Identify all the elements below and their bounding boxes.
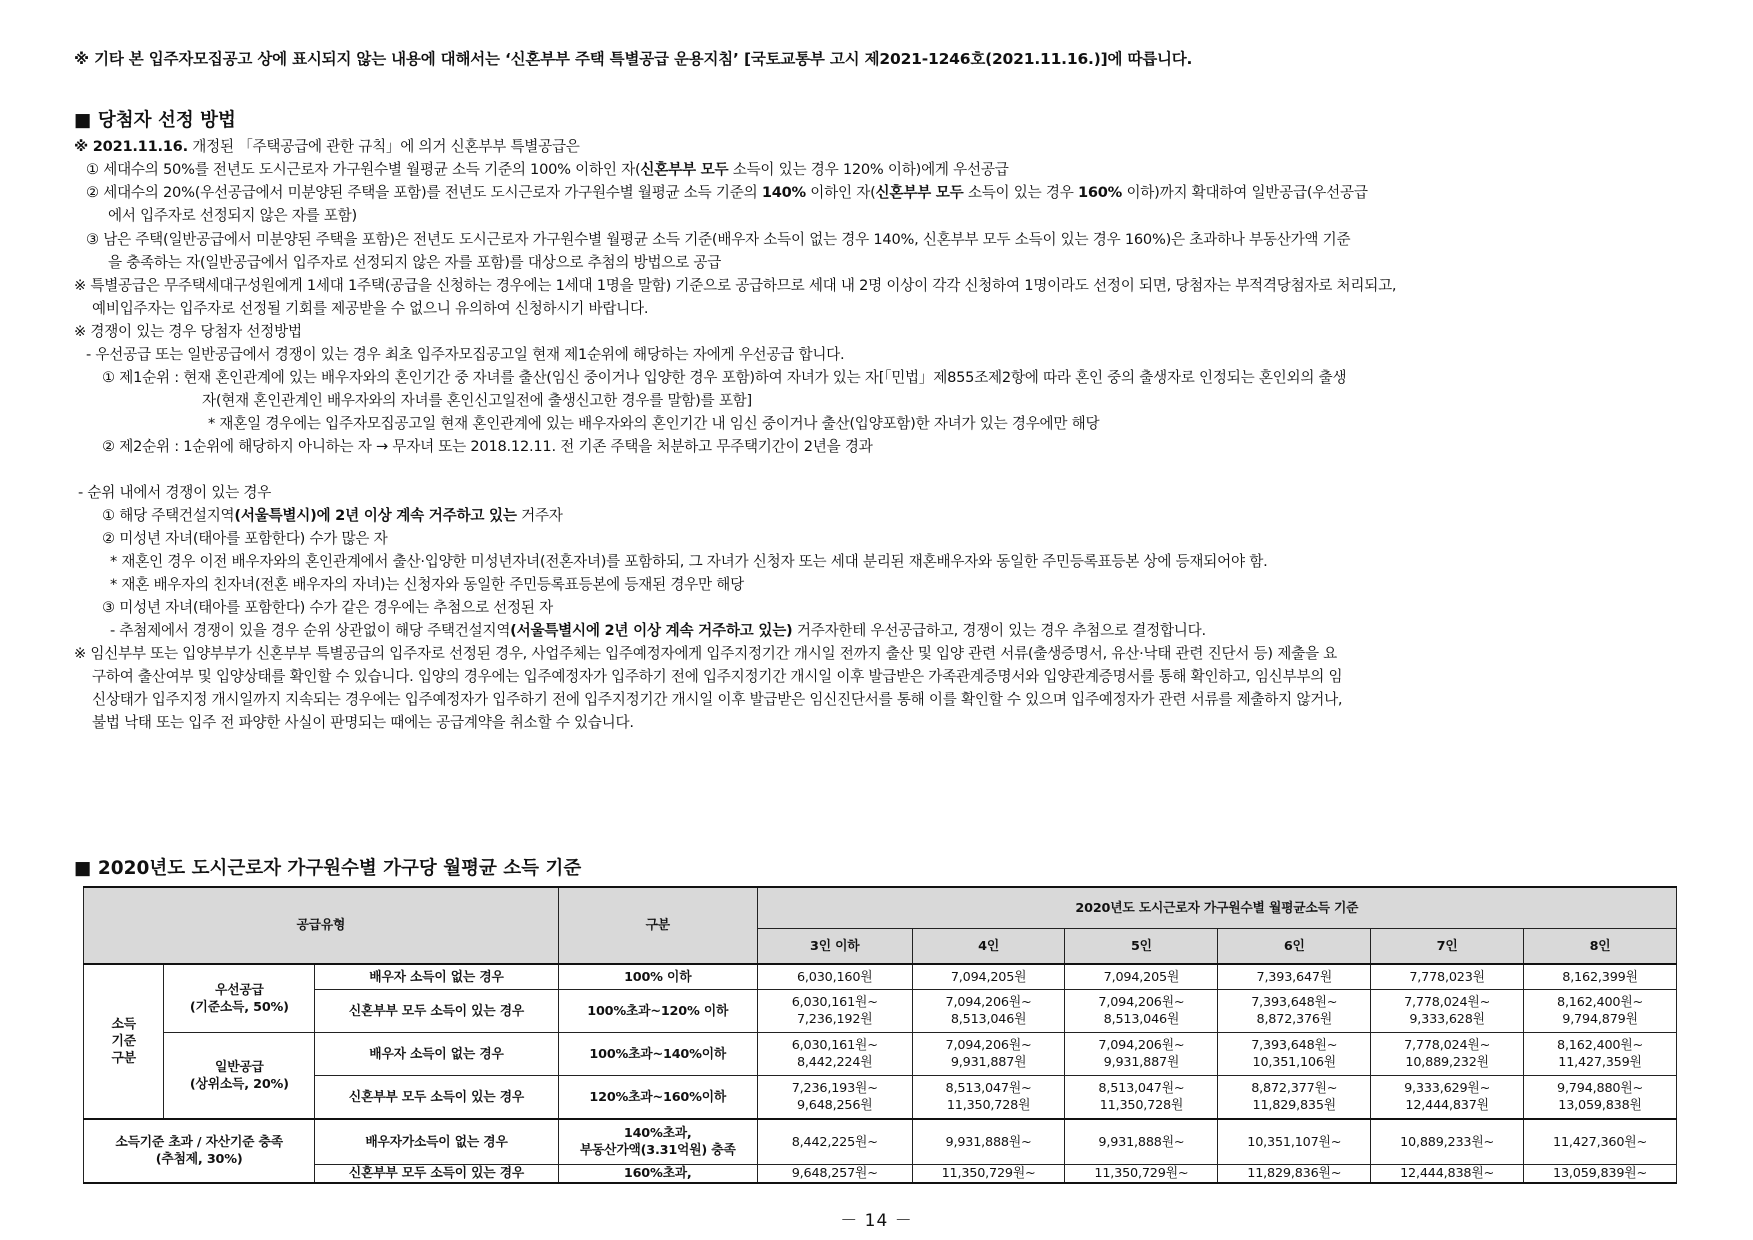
income-cell: 7,094,206원~ 9,931,887원: [912, 1033, 1065, 1076]
case-label: 배우자 소득이 없는 경우: [315, 1033, 558, 1076]
income-cell: 7,778,024원~ 9,333,628원: [1371, 990, 1524, 1033]
income-cell: 10,351,107원~: [1218, 1119, 1371, 1165]
table-row: [84, 964, 1677, 990]
general-supply-label: 일반공급 (상위소득, 20%): [164, 1033, 315, 1120]
income-cell: 8,162,400원~ 11,427,359원: [1524, 1033, 1677, 1076]
header-household-size: 8인: [1524, 929, 1677, 965]
text-line: 에서 입주자로 선정되지 않은 자를 포함): [108, 207, 357, 224]
text-line: ③ 미성년 자녀(태아를 포함한다) 수가 같은 경우에는 추첨으로 선정된 자: [102, 599, 553, 616]
text-line: ① 해당 주택건설지역(서울특별시)에 2년 이상 계속 거주하고 있는 거주자: [102, 507, 563, 524]
text-line: ※ 특별공급은 무주택세대구성원에게 1세대 1주택(공급을 신청하는 경우에는 1세대 1명을 말함) 기준으로 공급하므로 세대 내 2명 이상이 각각 신청하여 1명이라도 선정이 되면, 당첨자는 부적격당첨자로 처리되고,: [74, 277, 1397, 294]
header-household-size: 7인: [1371, 929, 1524, 965]
header-category: 구분: [558, 887, 757, 964]
text-line: 신상태가 입주지정 개시일까지 지속되는 경우에는 입주예정자가 입주하기 전에 입주지정기간 개시일 이후 발급받은 임신진단서를 통해 이를 확인할 수 있으며 입주예정자가 관련 서류를 제출하지 않거나,: [92, 691, 1343, 708]
text-line: ① 제1순위 : 현재 혼인관계에 있는 배우자와의 혼인기간 중 자녀를 출산(임신 중이거나 입양한 경우 포함)하여 자녀가 있는 자[「민법」제855조제2항에 따라 혼인 중의 출생자로 인정되는 혼인외의 출생: [102, 369, 1347, 386]
income-cell: 9,648,257원~: [757, 1165, 912, 1184]
text-line: - 우선공급 또는 일반공급에서 경쟁이 있는 경우 최초 입주자모집공고일 현재 제1순위에 해당하는 자에게 우선공급 합니다.: [86, 346, 845, 363]
income-group-label: 소득 기준 구분: [84, 964, 164, 1119]
priority-supply-label: 우선공급 (기준소득, 50%): [164, 964, 315, 1033]
text-line: - 추첨제에서 경쟁이 있을 경우 순위 상관없이 해당 주택건설지역(서울특별시에 2년 이상 계속 거주하고 있는) 거주자한테 우선공급하고, 경쟁이 있는 경우 추첨으로 결정합니다.: [110, 622, 1206, 639]
income-cell: 9,931,888원~: [912, 1119, 1065, 1165]
text-line: ② 세대수의 20%(우선공급에서 미분양된 주택을 포함)를 전년도 도시근로자 가구원수별 월평균 소득 기준의 140% 이하인 자(신혼부부 모두 소득이 있는 경우 160% 이하)까지 확대하여 일반공급(우선공급: [86, 184, 1368, 201]
text-line: ② 미성년 자녀(태아를 포함한다) 수가 많은 자: [102, 530, 388, 547]
case-label: 배우자 소득이 없는 경우: [315, 964, 558, 990]
text-line: ※ 2021.11.16. 개정된 「주택공급에 관한 규칙」에 의거 신혼부부 특별공급은: [74, 138, 580, 155]
income-cell: 7,778,024원~ 10,889,232원: [1371, 1033, 1524, 1076]
income-cell: 8,442,225원~: [757, 1119, 912, 1165]
income-cell: 7,778,023원: [1371, 964, 1524, 990]
header-income-standard: 2020년도 도시근로자 가구원수별 월평균소득 기준: [757, 887, 1676, 929]
table-row: [84, 990, 1677, 1033]
header-household-size: 6인: [1218, 929, 1371, 965]
income-cell: 7,393,648원~ 10,351,106원: [1218, 1033, 1371, 1076]
case-label: 신혼부부 모두 소득이 있는 경우: [315, 990, 558, 1033]
text-line: 불법 낙태 또는 입주 전 파양한 사실이 판명되는 때에는 공급계약을 취소할 수 있습니다.: [92, 714, 634, 731]
case-label: 배우자가소득이 없는 경우: [315, 1119, 558, 1165]
income-cell: 7,094,206원~ 8,513,046원: [912, 990, 1065, 1033]
income-cell: 8,872,377원~ 11,829,835원: [1218, 1076, 1371, 1120]
text-line: * 재혼 배우자의 친자녀(전혼 배우자의 자녀)는 신청자와 동일한 주민등록표등본에 등재된 경우만 해당: [110, 576, 744, 593]
range-label: 160%초과,: [558, 1165, 757, 1184]
section-title-winner-selection: ■ 당첨자 선정 방법: [74, 110, 236, 131]
range-label: 100% 이하: [558, 964, 757, 990]
table-row: [84, 1119, 1677, 1165]
table-row: [84, 1076, 1677, 1120]
table-row: [84, 1033, 1677, 1076]
header-household-size: 3인 이하: [757, 929, 912, 965]
text-line: 자(현재 혼인관계인 배우자와의 자녀를 혼인신고일전에 출생신고한 경우를 말함)를 포함]: [202, 392, 752, 409]
income-cell: 6,030,161원~ 7,236,192원: [757, 990, 912, 1033]
income-cell: 7,393,647원: [1218, 964, 1371, 990]
text-line: * 재혼일 경우에는 입주자모집공고일 현재 혼인관계에 있는 배우자와의 혼인기간 내 임신 중이거나 출산(입양포함)한 자녀가 있는 경우에만 해당: [208, 415, 1100, 432]
income-cell: 9,333,629원~ 12,444,837원: [1371, 1076, 1524, 1120]
income-cell: 7,094,205원: [912, 964, 1065, 990]
income-cell: 8,162,400원~ 9,794,879원: [1524, 990, 1677, 1033]
exceed-supply-label: 소득기준 초과 / 자산기준 충족 (추첨제, 30%): [84, 1119, 315, 1183]
range-label: 100%초과~120% 이하: [558, 990, 757, 1033]
income-cell: 6,030,160원: [757, 964, 912, 990]
header-supply-type: 공급유형: [84, 887, 559, 964]
income-cell: 11,829,836원~: [1218, 1165, 1371, 1184]
income-cell: 7,094,206원~ 8,513,046원: [1065, 990, 1218, 1033]
income-cell: 6,030,161원~ 8,442,224원: [757, 1033, 912, 1076]
income-cell: 8,513,047원~ 11,350,728원: [1065, 1076, 1218, 1120]
page-number: － 14 －: [840, 1211, 913, 1231]
income-standard-table: [83, 886, 1677, 1184]
income-cell: 8,162,399원: [1524, 964, 1677, 990]
text-line: ③ 남은 주택(일반공급에서 미분양된 주택을 포함)은 전년도 도시근로자 가구원수별 월평균 소득 기준(배우자 소득이 없는 경우 140%, 신혼부부 모두 소득이 있는 경우 160%)은 초과하나 부동산가액 기준: [86, 231, 1351, 248]
income-cell: 7,094,205원: [1065, 964, 1218, 990]
case-label: 신혼부부 모두 소득이 있는 경우: [315, 1165, 558, 1184]
text-line: ① 세대수의 50%를 전년도 도시근로자 가구원수별 월평균 소득 기준의 100% 이하인 자(신혼부부 모두 소득이 있는 경우 120% 이하)에게 우선공급: [86, 161, 1009, 178]
text-line: * 재혼인 경우 이전 배우자와의 혼인관계에서 출산·입양한 미성년자녀(전혼자녀)를 포함하되, 그 자녀가 신청자 또는 세대 분리된 재혼배우자와 동일한 주민등록표등본 상에 등재되어야 함.: [110, 553, 1268, 570]
income-cell: 10,889,233원~: [1371, 1119, 1524, 1165]
income-cell: 7,393,648원~ 8,872,376원: [1218, 990, 1371, 1033]
text-line: ② 제2순위 : 1순위에 해당하지 아니하는 자 → 무자녀 또는 2018.12.11. 전 기존 주택을 처분하고 무주택기간이 2년을 경과: [102, 438, 873, 455]
text-line: 을 충족하는 자(일반공급에서 입주자로 선정되지 않은 자를 포함)를 대상으로 추첨의 방법으로 공급: [108, 254, 722, 271]
income-cell: 11,350,729원~: [912, 1165, 1065, 1184]
case-label: 신혼부부 모두 소득이 있는 경우: [315, 1076, 558, 1120]
income-cell: 7,094,206원~ 9,931,887원: [1065, 1033, 1218, 1076]
text-line: 예비입주자는 입주자로 선정될 기회를 제공받을 수 없으니 유의하여 신청하시기 바랍니다.: [92, 300, 649, 317]
income-cell: 8,513,047원~ 11,350,728원: [912, 1076, 1065, 1120]
income-cell: 11,427,360원~: [1524, 1119, 1677, 1165]
range-label: 140%초과, 부동산가액(3.31억원) 충족: [558, 1119, 757, 1165]
income-cell: 9,794,880원~ 13,059,838원: [1524, 1076, 1677, 1120]
header-household-size: 5인: [1065, 929, 1218, 965]
range-label: 100%초과~140%이하: [558, 1033, 757, 1076]
income-cell: 11,350,729원~: [1065, 1165, 1218, 1184]
range-label: 120%초과~160%이하: [558, 1076, 757, 1120]
income-cell: 9,931,888원~: [1065, 1119, 1218, 1165]
text-line: 구하여 출산여부 및 입양상태를 확인할 수 있습니다. 입양의 경우에는 입주예정자가 입주하기 전에 입주지정기간 개시일 이후 발급받은 가족관계증명서와 입양관계증명서를 통해 확인하고, 임신부부의 임: [92, 668, 1343, 685]
text-line: ※ 임신부부 또는 입양부부가 신혼부부 특별공급의 입주자로 선정된 경우, 사업주체는 입주예정자에게 입주지정기간 개시일 전까지 출산 및 입양 관련 서류(출생증명서, 유산·낙태 관련 진단서 등) 제출을 요: [74, 645, 1338, 662]
header-household-size: 4인: [912, 929, 1065, 965]
top-notice: ※ 기타 본 입주자모집공고 상에 표시되지 않는 내용에 대해서는 ‘신혼부부 주택 특별공급 운용지침’ [국토교통부 고시 제2021-1246호(2021.11.16.)]에 따릅니다.: [74, 50, 1193, 68]
table-row: [84, 1165, 1677, 1184]
text-line: - 순위 내에서 경쟁이 있는 경우: [78, 484, 272, 501]
section-title-income-standard: ■ 2020년도 도시근로자 가구원수별 가구당 월평균 소득 기준: [74, 858, 582, 879]
income-cell: 13,059,839원~: [1524, 1165, 1677, 1184]
income-cell: 7,236,193원~ 9,648,256원: [757, 1076, 912, 1120]
text-line: ※ 경쟁이 있는 경우 당첨자 선정방법: [74, 323, 302, 340]
income-cell: 12,444,838원~: [1371, 1165, 1524, 1184]
